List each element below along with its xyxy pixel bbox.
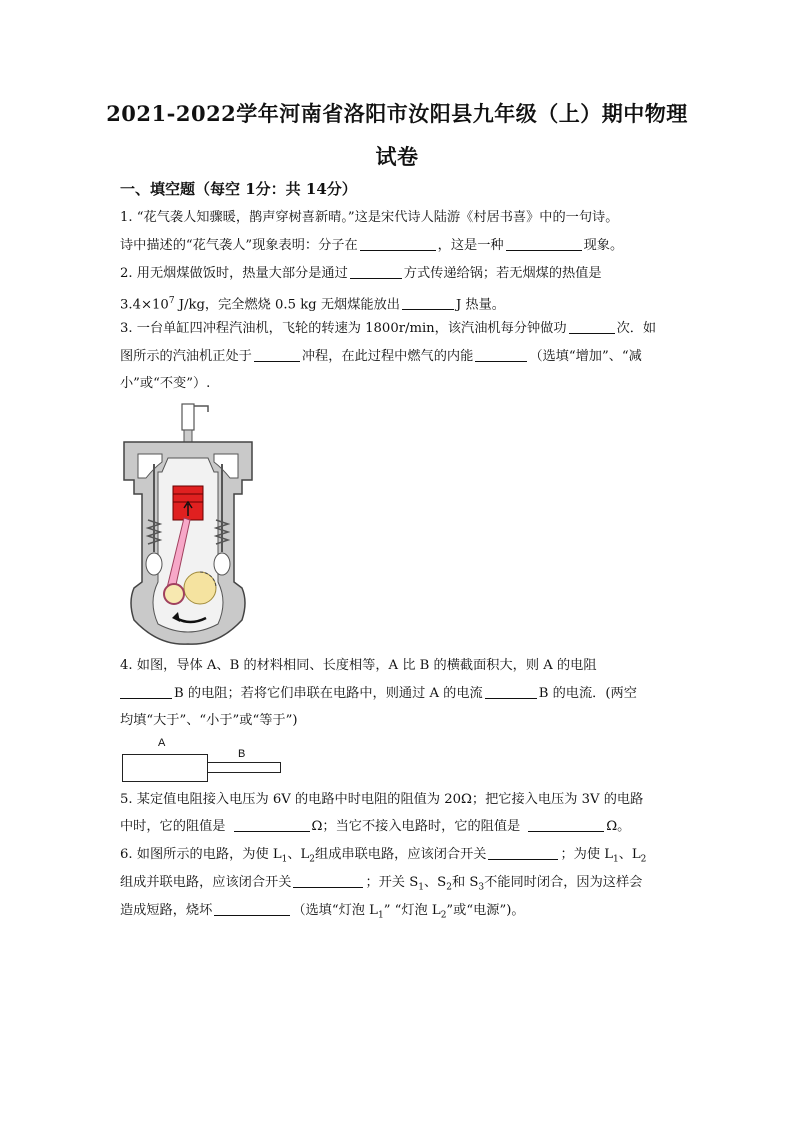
conductor-a	[122, 754, 208, 782]
q5-line-2	[120, 817, 680, 837]
conductor-label-a: A	[158, 737, 166, 749]
q3-line-2	[120, 347, 680, 367]
q6-blank-3[interactable]	[214, 901, 290, 916]
q5-text-a: 中时，它的阻值是	[120, 819, 226, 834]
q6-text-f: 组成并联电路，应该闭合开关	[120, 875, 292, 890]
q5-line-1: 5. 某定值电阻接入电压为 6V 的电路中时电阻的阻值为 20Ω；把它接入电压为 3V 的电路	[120, 792, 644, 807]
q6-sub-2: 2	[309, 854, 316, 865]
q3-blank-2[interactable]	[254, 347, 300, 362]
q6-sub-3: 1	[612, 854, 619, 865]
q2-blank-1[interactable]	[350, 264, 402, 279]
q6-text-m: ” “灯泡 L	[383, 903, 441, 918]
q2-text-c: 3.4×10	[120, 297, 169, 313]
q6-text-g: ；开关 S	[365, 875, 419, 890]
q6-text-b: 、L	[287, 847, 310, 862]
conductor-b	[207, 762, 281, 773]
q3-blank-1[interactable]	[569, 319, 615, 334]
q2-exponent: 7	[168, 296, 175, 306]
q1-blank-1[interactable]	[360, 236, 436, 251]
q6-sub-1: 1	[281, 854, 288, 865]
q6-sub-6: 2	[446, 882, 452, 893]
q3-text-c: 图所示的汽油机正处于	[120, 349, 252, 364]
q3-blank-3[interactable]	[475, 347, 527, 362]
q6-sub-5: 1	[418, 882, 424, 893]
q2-text-e: J 热量。	[455, 297, 505, 313]
q3-text-e: （选填“增加”、“减	[529, 349, 642, 364]
spark-plug	[182, 404, 194, 430]
q4-text-b: B 的电流．(两空	[538, 686, 637, 701]
q3-text-a: 3. 一台单缸四冲程汽油机，飞轮的转速为 1800r/min，该汽油机每分钟做功	[120, 321, 567, 336]
q6-blank-1[interactable]	[488, 845, 558, 860]
section-heading-fill-in: 一、填空题（每空 1分：共 14分）	[120, 180, 357, 198]
q1-blank-2[interactable]	[506, 236, 582, 251]
q2-text-b: 方式传递给锅；若无烟煤的热值是	[403, 266, 602, 281]
q6-sub-8: 1	[377, 910, 384, 921]
q2-line-1	[120, 264, 680, 284]
q3-text-b: 次．如	[616, 321, 657, 336]
q2-text-d: J/kg，完全燃烧 0.5 kg 无烟煤能放出	[174, 297, 400, 313]
q1-line-1: 1. “花气袭人知骤暖，鹊声穿树喜新晴。”这是宋代诗人陆游《村居书喜》中的一句诗。	[120, 210, 619, 225]
q4-blank-1[interactable]	[120, 684, 172, 699]
q6-text-n: ”或“电源”)。	[446, 903, 525, 918]
q1-text-a: 诗中描述的“花气袭人”现象表明：分子在	[120, 238, 358, 253]
page-title-line-2: 试卷	[375, 144, 419, 169]
q2-line-2	[120, 291, 680, 315]
q6-line-1	[120, 845, 680, 870]
q5-blank-2[interactable]	[528, 817, 604, 832]
q3-line-3: 小”或“不变”）.	[120, 376, 211, 391]
q5-text-b: Ω；当它不接入电路时，它的阻值是	[311, 819, 521, 834]
q6-text-k: 造成短路，烧坏	[120, 903, 213, 918]
q1-line-2	[120, 236, 680, 256]
q3-line-1	[120, 319, 680, 339]
q6-sub-4: 2	[640, 854, 647, 865]
engine-diagram	[118, 402, 258, 646]
q6-text-h: 、S	[423, 875, 447, 890]
q6-text-l: （选填“灯泡 L	[292, 903, 378, 918]
q4-line-2	[120, 684, 680, 704]
q4-blank-2[interactable]	[485, 684, 537, 699]
q6-blank-2[interactable]	[293, 873, 363, 888]
q6-line-2	[120, 873, 680, 898]
q6-text-i: 和 S	[451, 875, 479, 890]
q6-text-c: 组成串联电路，应该闭合开关	[315, 847, 487, 862]
q6-sub-7: 3	[478, 882, 485, 893]
q1-text-b: ，这是一种	[437, 238, 504, 253]
q6-text-d: ；为使 L	[560, 847, 613, 862]
q5-text-c: Ω。	[606, 819, 631, 834]
q4-line-1: 4. 如图，导体 A、B 的材料相同、长度相等，A 比 B 的横截面积大，则 A 的电阻	[120, 658, 597, 673]
q6-line-3	[120, 901, 680, 926]
q6-text-a: 6. 如图所示的电路，为使 L	[120, 847, 282, 862]
conductor-diagram	[120, 737, 290, 785]
q3-text-d: 冲程，在此过程中燃气的内能	[301, 349, 474, 364]
q2-text-a: 2. 用无烟煤做饭时，热量大部分是通过	[120, 266, 348, 281]
q4-text-a: B 的电阻；若将它们串联在电路中，则通过 A 的电流	[174, 686, 483, 701]
q6-text-j: 不能同时闭合，因为这样会	[484, 875, 643, 890]
q5-blank-1[interactable]	[234, 817, 310, 832]
q2-blank-2[interactable]	[402, 295, 454, 310]
q6-text-e: 、L	[618, 847, 641, 862]
page-title-line-1: 2021-2022学年河南省洛阳市汝阳县九年级（上）期中物理	[106, 101, 688, 126]
conductor-label-b: B	[238, 748, 246, 760]
q4-line-3: 均填“大于”、“小于”或“等于”)	[120, 713, 298, 728]
q6-sub-9: 2	[440, 910, 447, 921]
q1-text-c: 现象。	[583, 238, 624, 253]
